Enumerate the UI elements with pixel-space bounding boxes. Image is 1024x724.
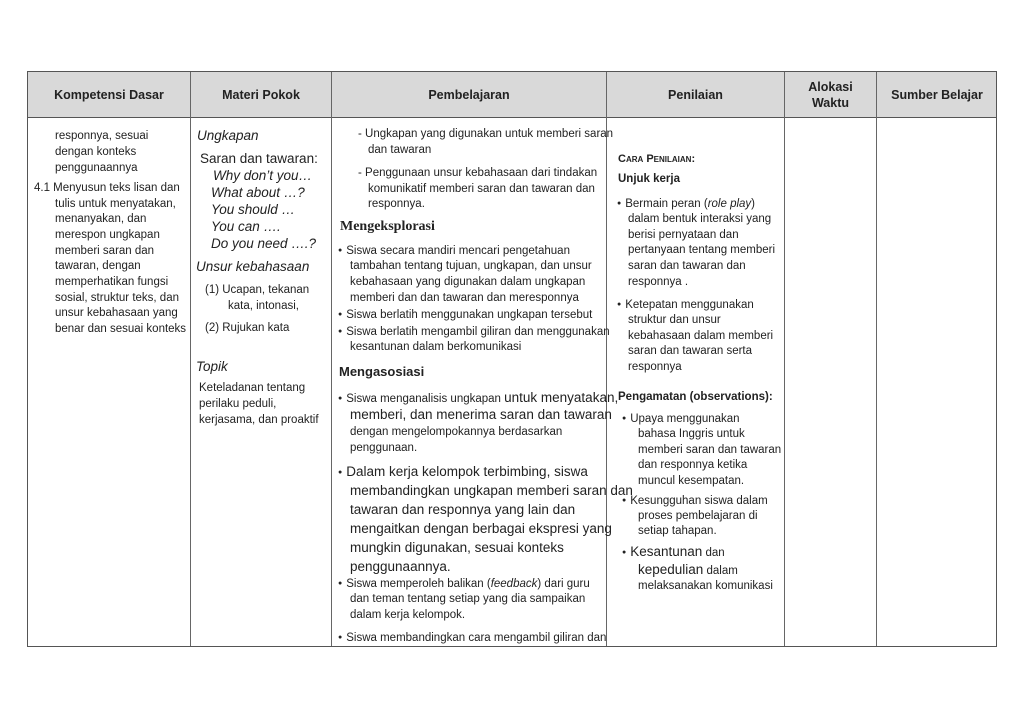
pb-bullet: ● Siswa berlatih menggunakan ungkapan tersebut bbox=[338, 307, 592, 324]
pb-line: kesantunan dalam berkomunikasi bbox=[350, 341, 522, 353]
pn-line: struktur dan unsur bbox=[628, 314, 721, 326]
column-divider bbox=[784, 72, 785, 646]
pb-line: memberi, dan menerima saran dan tawaran bbox=[350, 407, 612, 422]
pn-line: kebahasaan dalam memberi bbox=[628, 330, 774, 342]
kd-line: benar dan sesuai konteks bbox=[55, 323, 187, 335]
pb-text: feedback bbox=[490, 578, 538, 590]
kd-line: penggunaannya bbox=[55, 162, 138, 174]
pb-line: komunikatif memberi saran dan tawaran dan bbox=[368, 183, 595, 195]
mp-line: kerjasama, dan proaktif bbox=[199, 414, 319, 426]
pn-bullet: ● Ketepatan menggunakan bbox=[617, 297, 754, 314]
mp-example: What about …? bbox=[211, 185, 305, 200]
pb-text: ) dari guru bbox=[537, 578, 590, 590]
pn-line: setiap tahapan. bbox=[638, 525, 717, 537]
pb-line: dan teman tentang setiap yang dia sampaikan bbox=[350, 593, 586, 605]
pn-text: role play bbox=[707, 198, 752, 210]
mp-line: perilaku peduli, bbox=[199, 398, 277, 410]
pb-line: kebahasaan yang digunakan dalam ungkapan bbox=[350, 276, 586, 288]
pb-text: Siswa memperoleh balikan ( bbox=[346, 578, 491, 590]
kd-line: 4.1 Menyusun teks lisan dan bbox=[34, 182, 180, 194]
pn-line: pertanyaan tentang memberi bbox=[628, 244, 776, 256]
mp-example: You can …. bbox=[211, 219, 281, 234]
pn-line: proses pembelajaran di bbox=[638, 510, 758, 522]
mp-line: Keteladanan tentang bbox=[199, 382, 306, 394]
header-penilaian: Penilaian bbox=[668, 87, 723, 102]
kd-line: dengan konteks bbox=[55, 146, 137, 158]
pb-bullet: ● Siswa membandingkan cara mengambil giliran dan bbox=[338, 630, 606, 647]
mp-line: (2) Rujukan kata bbox=[205, 322, 290, 334]
kd-line: merespon ungkapan bbox=[55, 229, 160, 241]
pn-heading-pengamatan: Pengamatan (observations): bbox=[618, 391, 773, 403]
kd-line: unsur kebahasaan yang bbox=[55, 307, 178, 319]
pb-bullet bbox=[338, 389, 618, 408]
mp-example: Why don’t you… bbox=[213, 168, 313, 183]
mp-example: Do you need ….? bbox=[211, 236, 317, 251]
header-pembelajaran: Pembelajaran bbox=[428, 87, 510, 102]
mp-line: (1) Ucapan, tekanan bbox=[205, 284, 310, 296]
pn-text: kepedulian bbox=[638, 562, 704, 577]
pb-line: tawaran dan responnya yang lain dan bbox=[350, 502, 576, 517]
pb-line: penggunaan. bbox=[350, 442, 418, 454]
pb-line: - Penggunaan unsur kebahasaan dari tindakan bbox=[358, 167, 598, 179]
pn-line: berisi pernyataan dan bbox=[628, 229, 739, 241]
kd-line: sosial, struktur teks, dan bbox=[55, 292, 179, 304]
pb-bullet bbox=[338, 576, 590, 593]
mp-example: You should … bbox=[211, 202, 296, 217]
pn-line: dan responnya ketika bbox=[638, 459, 748, 471]
pn-line: responnya bbox=[628, 361, 682, 373]
pn-text: ) bbox=[751, 198, 756, 210]
pn-line: saran dan tawaran serta bbox=[628, 345, 753, 357]
pn-heading-cara: Cara Penilaian: bbox=[618, 153, 696, 165]
pn-line bbox=[638, 561, 738, 580]
mp-line: Saran dan tawaran: bbox=[200, 151, 318, 166]
mp-heading-ungkapan: Ungkapan bbox=[197, 128, 259, 143]
pn-line: muncul kesempatan. bbox=[638, 475, 745, 487]
header-sumber-belajar: Sumber Belajar bbox=[891, 87, 983, 102]
pn-bullet: ● Upaya menggunakan bbox=[622, 411, 740, 428]
pb-line: dalam kerja kelompok. bbox=[350, 609, 466, 621]
pb-line: mengaitkan dengan berbagai ekspresi yang bbox=[350, 521, 612, 536]
kd-line: tulis untuk menyatakan, bbox=[55, 198, 176, 210]
kd-line: responnya, sesuai bbox=[55, 130, 149, 142]
pn-line: dalam bentuk interaksi yang bbox=[628, 213, 772, 225]
pn-text: dalam bbox=[703, 565, 738, 577]
mp-heading-unsur: Unsur kebahasaan bbox=[196, 259, 310, 274]
column-divider bbox=[606, 72, 607, 646]
pn-text: dan bbox=[702, 547, 725, 559]
pn-bullet bbox=[617, 196, 755, 213]
pb-line: dan tawaran bbox=[368, 144, 432, 156]
pn-line: memberi saran dan tawaran bbox=[638, 444, 782, 456]
header-materi-pokok: Materi Pokok bbox=[222, 87, 300, 102]
pb-text: Siswa menganalisis ungkapan bbox=[346, 393, 505, 405]
column-divider bbox=[331, 72, 332, 646]
kd-line: memperhatikan fungsi bbox=[55, 276, 169, 288]
column-divider bbox=[190, 72, 191, 646]
mp-line: kata, intonasi, bbox=[228, 300, 299, 312]
pn-line: bahasa Inggris untuk bbox=[638, 428, 745, 440]
pb-bullet: ● Dalam kerja kelompok terbimbing, siswa bbox=[338, 463, 588, 482]
pb-text: untuk menyatakan, bbox=[504, 390, 619, 405]
pb-line: membandingkan ungkapan memberi saran dan bbox=[350, 483, 633, 498]
pn-line: responnya . bbox=[628, 276, 689, 288]
pb-line: penggunaannya. bbox=[350, 559, 451, 574]
pn-bullet: ● Kesungguhan siswa dalam bbox=[622, 493, 768, 510]
syllabus-table bbox=[27, 71, 997, 647]
kd-line: tawaran, dengan bbox=[55, 260, 141, 272]
pb-line: responnya. bbox=[368, 198, 425, 210]
pn-line: melaksanakan komunikasi bbox=[638, 580, 773, 592]
pn-text: Bermain peran ( bbox=[625, 198, 708, 210]
pn-heading-unjuk: Unjuk kerja bbox=[618, 173, 680, 185]
kd-line: memberi saran dan bbox=[55, 245, 155, 257]
pn-bullet bbox=[622, 543, 725, 562]
pb-line: - Ungkapan yang digunakan untuk memberi saran bbox=[358, 128, 614, 140]
pb-heading-mengasosiasi: Mengasosiasi bbox=[339, 364, 425, 379]
pb-line: dengan mengelompokannya berdasarkan bbox=[350, 426, 563, 438]
pb-line: tambahan tentang tujuan, ungkapan, dan unsur bbox=[350, 260, 592, 272]
pb-heading-mengeksplorasi: Mengeksplorasi bbox=[340, 219, 435, 234]
kd-line: menanyakan, dan bbox=[55, 213, 147, 225]
header-alokasi-waktu: Alokasi Waktu bbox=[808, 79, 853, 110]
pb-line: mungkin digunakan, sesuai konteks bbox=[350, 540, 564, 555]
column-divider bbox=[876, 72, 877, 646]
mp-heading-topik: Topik bbox=[196, 359, 228, 374]
pb-bullet: ● Siswa secara mandiri mencari pengetahuan bbox=[338, 243, 570, 260]
pb-line: memberi dan dan tawaran dan meresponnya bbox=[350, 292, 579, 304]
pb-bullet: ● Siswa berlatih mengambil giliran dan menggunakan bbox=[338, 324, 610, 341]
pn-line: saran dan tawaran dan bbox=[628, 260, 746, 272]
header-kompetensi-dasar: Kompetensi Dasar bbox=[54, 87, 164, 102]
pn-text: Kesantunan bbox=[630, 544, 703, 559]
